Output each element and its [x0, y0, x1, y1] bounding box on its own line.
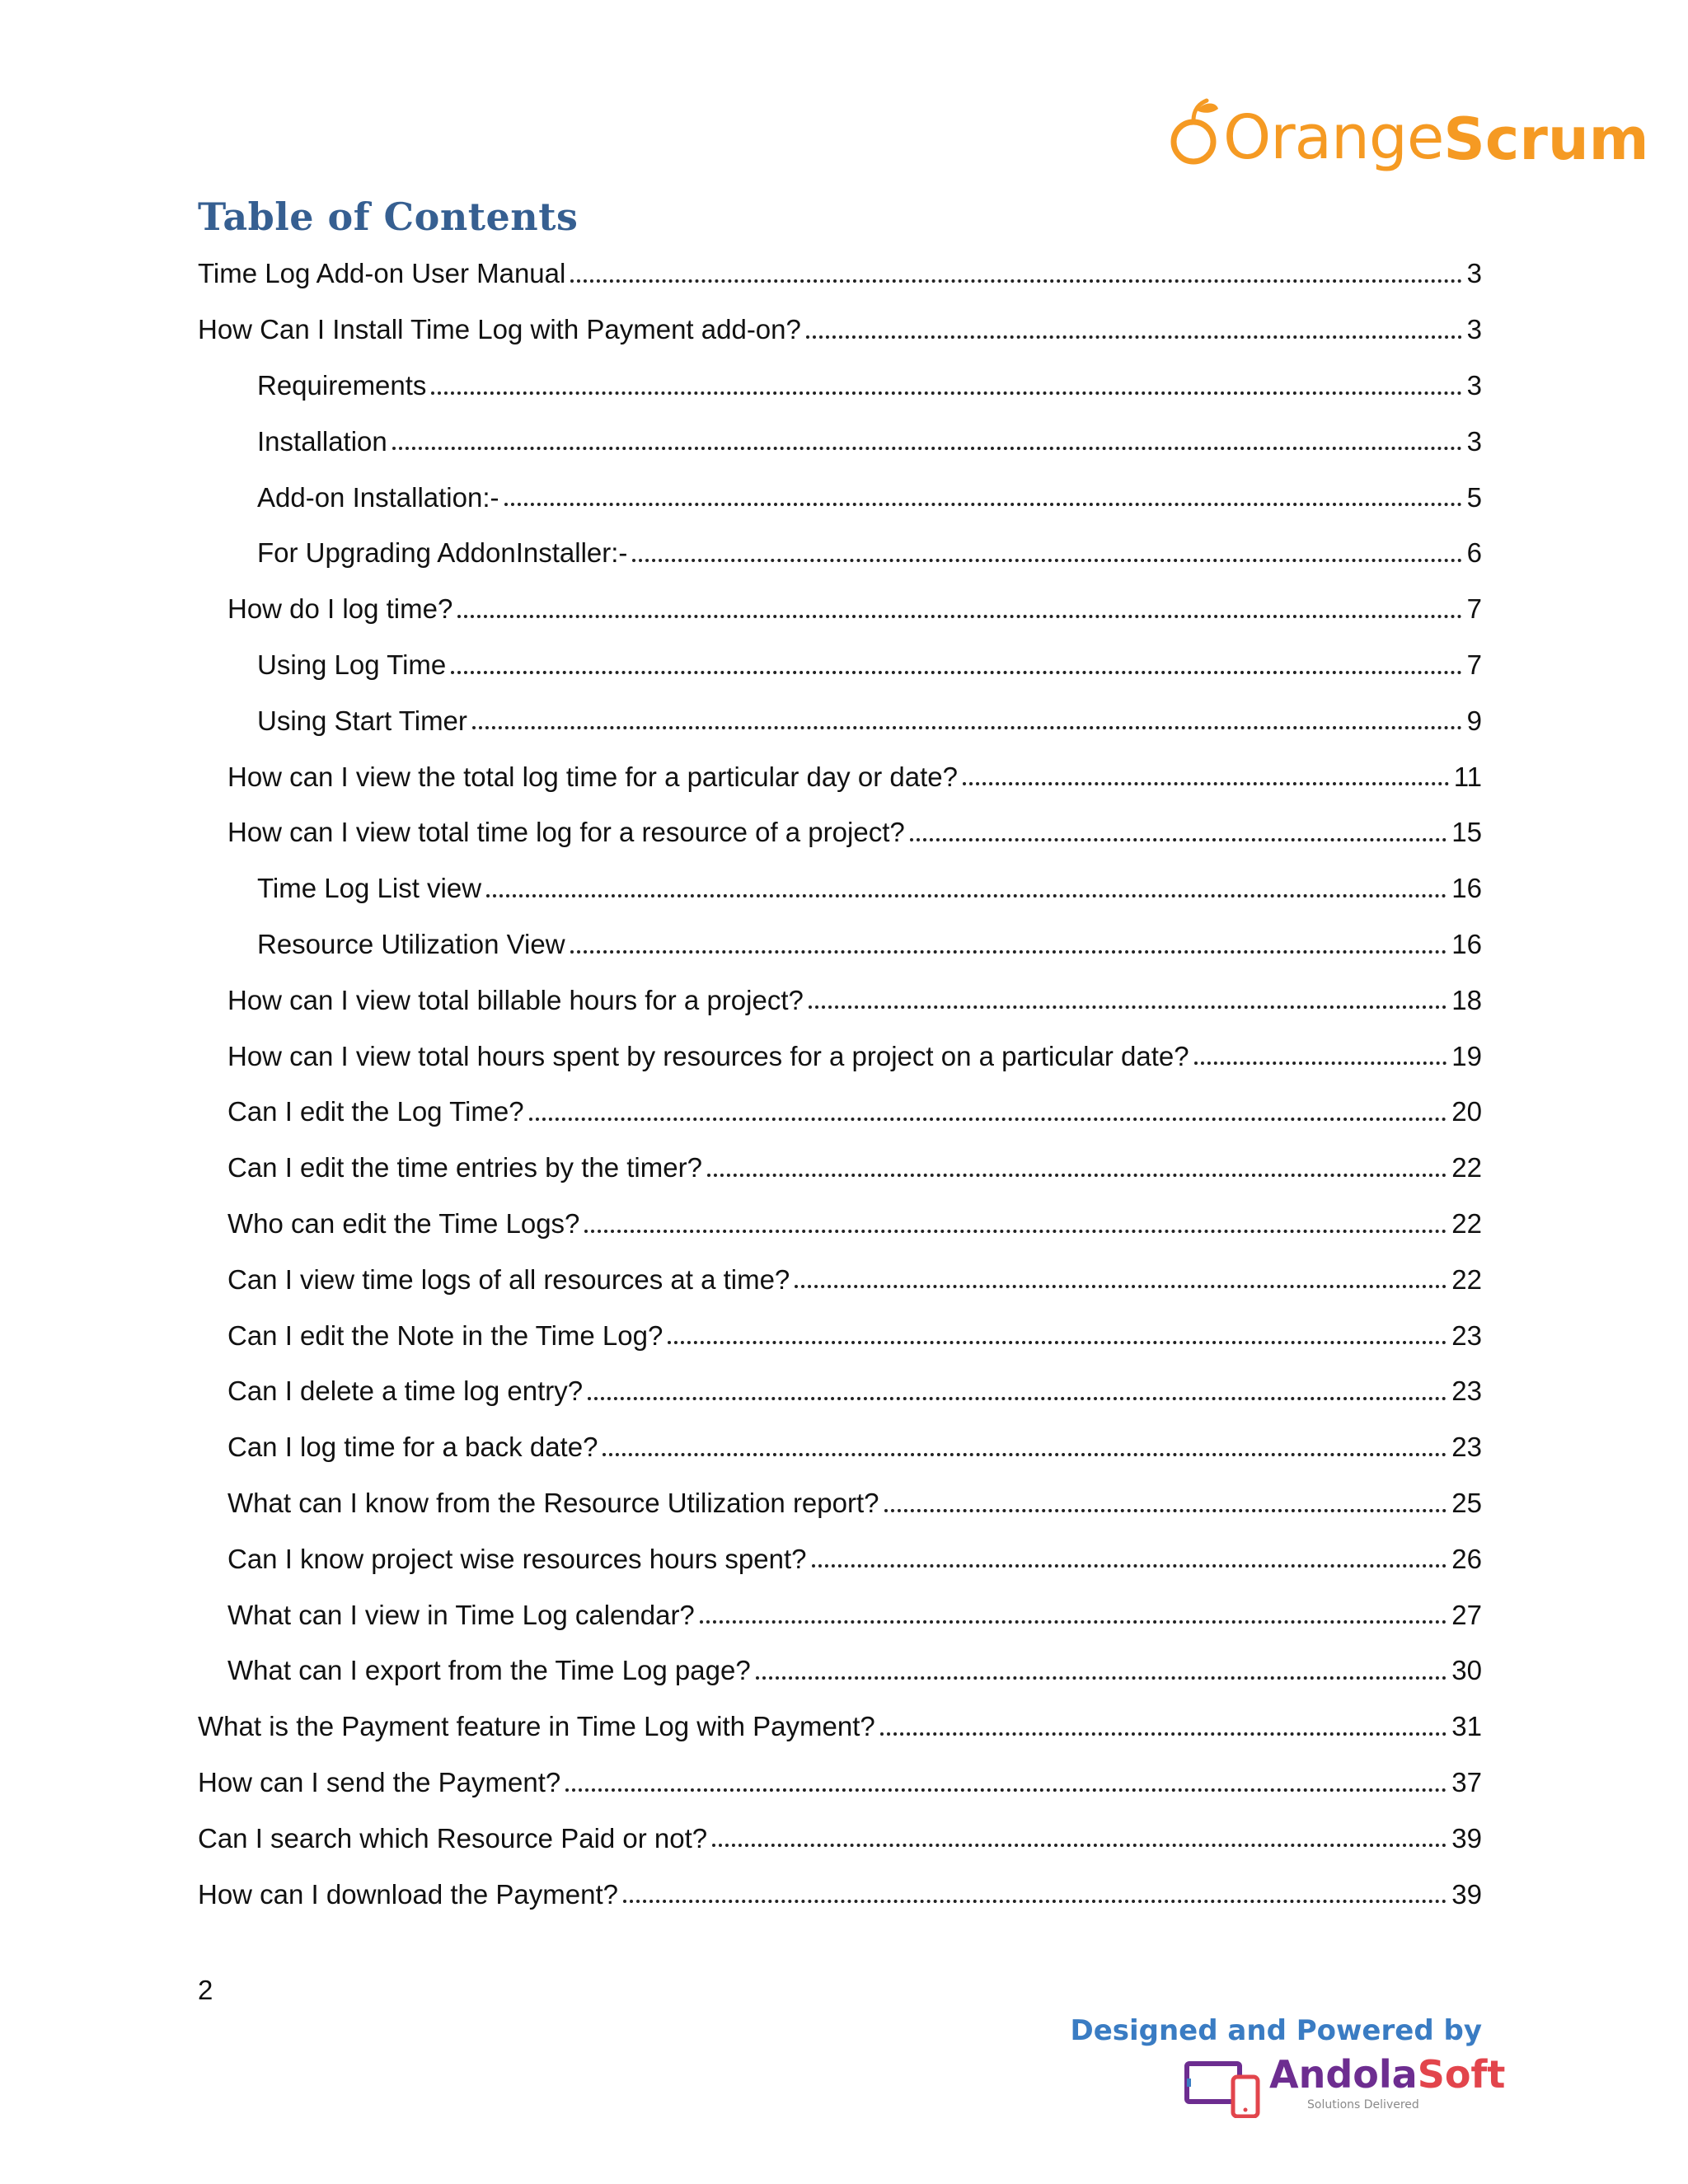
- dot-leader: [712, 1844, 1447, 1847]
- orangescrum-logo: [1169, 92, 1649, 173]
- toc-entry[interactable]: [257, 694, 1482, 737]
- toc-entry-page-number: 23: [1451, 1319, 1482, 1351]
- toc-entry-label: How Can I Install Time Log with Payment add-on?: [198, 314, 801, 345]
- toc-entry-page-number: 3: [1466, 258, 1482, 289]
- toc-entry-label: Who can edit the Time Logs?: [227, 1208, 580, 1239]
- dot-leader: [472, 726, 1462, 729]
- toc-entry-page-number: 7: [1466, 593, 1482, 625]
- toc-entry-label: Installation: [257, 425, 387, 457]
- dot-leader: [431, 391, 1461, 395]
- toc-entry[interactable]: [227, 806, 1482, 849]
- toc-entry-page-number: 16: [1451, 873, 1482, 904]
- toc-entry[interactable]: [257, 471, 1482, 513]
- toc-entry[interactable]: [227, 1532, 1482, 1575]
- logo-text-scrum: Scrum: [1443, 105, 1649, 173]
- toc-entry-label: What can I know from the Resource Utilization report?: [227, 1488, 879, 1518]
- toc-entry-page-number: 3: [1466, 425, 1482, 457]
- toc-entry-label: How can I send the Payment?: [198, 1767, 561, 1797]
- toc-entry-page-number: 22: [1451, 1208, 1482, 1239]
- toc-entry-page-number: 19: [1451, 1040, 1482, 1071]
- toc-entry-label: How can I view total billable hours for a project?: [227, 984, 804, 1015]
- dot-leader: [570, 950, 1447, 954]
- toc-entry[interactable]: [227, 583, 1482, 626]
- toc-entry-page-number: 22: [1451, 1263, 1482, 1295]
- dot-leader: [884, 1509, 1447, 1512]
- toc-entry-page-number: 16: [1451, 929, 1482, 959]
- toc-entry-label: How do I log time?: [227, 593, 453, 625]
- dot-leader: [392, 447, 1462, 450]
- toc-entry[interactable]: [198, 303, 1482, 346]
- toc-entry[interactable]: [198, 247, 1482, 290]
- toc-entry[interactable]: [227, 1588, 1482, 1631]
- dot-leader: [910, 838, 1447, 841]
- dot-leader: [880, 1732, 1447, 1736]
- dot-leader: [529, 1118, 1447, 1121]
- toc-entry[interactable]: [198, 1868, 1482, 1910]
- dot-leader: [584, 1230, 1447, 1233]
- toc-entry-label: Can I edit the Note in the Time Log?: [227, 1319, 663, 1351]
- toc-entry-label: Can I view time logs of all resources at a time?: [227, 1263, 790, 1295]
- toc-entry-page-number: 39: [1451, 1822, 1482, 1854]
- toc-entry-label: How can I download the Payment?: [198, 1878, 618, 1910]
- toc-entry-page-number: 6: [1466, 537, 1482, 569]
- dot-leader: [603, 1453, 1447, 1456]
- toc-entry[interactable]: [227, 1421, 1482, 1464]
- logo-text-andola: Andola: [1269, 2052, 1418, 2097]
- toc-entry-label: How can I view total hours spent by resources for a project on a particular date?: [227, 1040, 1189, 1071]
- toc-entry-page-number: 20: [1451, 1096, 1482, 1127]
- toc-entry-page-number: 39: [1451, 1878, 1482, 1910]
- toc-entry-page-number: 31: [1451, 1711, 1482, 1742]
- toc-entry[interactable]: [227, 1029, 1482, 1072]
- orange-fruit-icon: [1169, 92, 1221, 168]
- toc-entry-page-number: 5: [1466, 481, 1482, 513]
- toc-entry-label: How can I view the total log time for a particular day or date?: [227, 761, 958, 792]
- dot-leader: [632, 559, 1461, 562]
- toc-entry-label: Can I edit the time entries by the timer?: [227, 1152, 702, 1183]
- toc-entry[interactable]: [227, 1141, 1482, 1184]
- dot-leader: [806, 335, 1462, 339]
- toc-entry-page-number: 7: [1466, 649, 1482, 680]
- dot-leader: [486, 894, 1447, 898]
- dot-leader: [668, 1341, 1447, 1344]
- toc-entry[interactable]: [257, 527, 1482, 569]
- dot-leader: [457, 615, 1461, 618]
- dot-leader: [812, 1564, 1447, 1568]
- toc-entry-page-number: 11: [1453, 761, 1482, 792]
- dot-leader: [707, 1174, 1447, 1177]
- toc-entry-label: Requirements: [257, 370, 427, 401]
- toc-entry[interactable]: [227, 973, 1482, 1016]
- dot-leader: [809, 1005, 1447, 1009]
- toc-entry[interactable]: [257, 862, 1482, 905]
- toc-entry[interactable]: [227, 750, 1482, 793]
- dot-leader: [963, 782, 1449, 785]
- toc-entry-label: Time Log Add-on User Manual: [198, 258, 566, 289]
- dot-leader: [1194, 1062, 1447, 1065]
- toc-entry[interactable]: [227, 1309, 1482, 1352]
- andolasoft-logo: [1184, 2052, 1506, 2118]
- toc-entry[interactable]: [227, 1197, 1482, 1240]
- logo-text-soft: Soft: [1417, 2052, 1506, 2097]
- toc-entry-label: Can I edit the Log Time?: [227, 1096, 524, 1127]
- dot-leader: [565, 1788, 1447, 1792]
- toc-entry[interactable]: [227, 1253, 1482, 1296]
- toc-entry-page-number: 25: [1451, 1488, 1482, 1518]
- devices-icon: [1184, 2059, 1263, 2118]
- toc-entry-page-number: 22: [1451, 1152, 1482, 1183]
- toc-entry[interactable]: [257, 639, 1482, 682]
- toc-entry-label: What is the Payment feature in Time Log with Payment?: [198, 1711, 875, 1742]
- toc-entry-page-number: 23: [1451, 1432, 1482, 1463]
- toc-entry[interactable]: [257, 359, 1482, 402]
- page-number: 2: [198, 1975, 213, 2005]
- toc-entry-label: Using Log Time: [257, 649, 447, 680]
- toc-entry[interactable]: [227, 1365, 1482, 1408]
- toc-entry[interactable]: [227, 1085, 1482, 1128]
- toc-entry-page-number: 15: [1451, 817, 1482, 848]
- dot-leader: [570, 279, 1461, 283]
- toc-entry-page-number: 3: [1466, 314, 1482, 345]
- andolasoft-wordmark: [1269, 2052, 1506, 2097]
- toc-entry-page-number: 9: [1466, 705, 1482, 736]
- toc-title: Table of Contents: [198, 194, 579, 239]
- dot-leader: [504, 503, 1462, 506]
- dot-leader: [588, 1397, 1447, 1400]
- toc-entry-page-number: 23: [1451, 1376, 1482, 1407]
- toc-entry[interactable]: [198, 1811, 1482, 1854]
- toc-entry-page-number: 37: [1451, 1767, 1482, 1797]
- toc-entry-label: Time Log List view: [257, 873, 482, 904]
- toc-entry-label: Using Start Timer: [257, 705, 467, 736]
- dot-leader: [795, 1285, 1447, 1288]
- dot-leader: [451, 671, 1461, 674]
- toc-entry-label: Can I delete a time log entry?: [227, 1376, 584, 1407]
- logo-text-orange: Orange: [1223, 102, 1444, 173]
- toc-entry-page-number: 18: [1451, 984, 1482, 1015]
- toc-entry-label: For Upgrading AddonInstaller:-: [257, 537, 628, 569]
- toc-entry[interactable]: [227, 1644, 1482, 1687]
- toc-entry[interactable]: [227, 1477, 1482, 1520]
- toc-entry[interactable]: [257, 415, 1482, 457]
- dot-leader: [700, 1620, 1447, 1624]
- toc-entry-label: Can I know project wise resources hours spent?: [227, 1543, 807, 1574]
- toc-entry[interactable]: [198, 1700, 1482, 1743]
- toc-entry-page-number: 30: [1451, 1655, 1482, 1686]
- toc-entry-page-number: 26: [1451, 1543, 1482, 1574]
- dot-leader: [623, 1900, 1447, 1903]
- toc-entry-page-number: 27: [1451, 1599, 1482, 1630]
- toc-entry[interactable]: [198, 1756, 1482, 1799]
- toc-entry-label: Resource Utilization View: [257, 929, 565, 959]
- toc-entry-label: How can I view total time log for a resource of a project?: [227, 817, 905, 848]
- toc-entry-label: What can I export from the Time Log page?: [227, 1655, 751, 1686]
- toc-entry-label: Add-on Installation:-: [257, 481, 499, 513]
- toc-entry-label: Can I log time for a back date?: [227, 1432, 598, 1463]
- andolasoft-tagline: Solutions Delivered: [1307, 2098, 1419, 2111]
- toc-entry[interactable]: [257, 918, 1482, 961]
- toc-entry-page-number: 3: [1466, 370, 1482, 401]
- toc-entry-label: Can I search which Resource Paid or not?: [198, 1822, 708, 1854]
- powered-by-text: Designed and Powered by: [1070, 2014, 1482, 2047]
- toc-entry-label: What can I view in Time Log calendar?: [227, 1599, 695, 1630]
- dot-leader: [756, 1676, 1447, 1680]
